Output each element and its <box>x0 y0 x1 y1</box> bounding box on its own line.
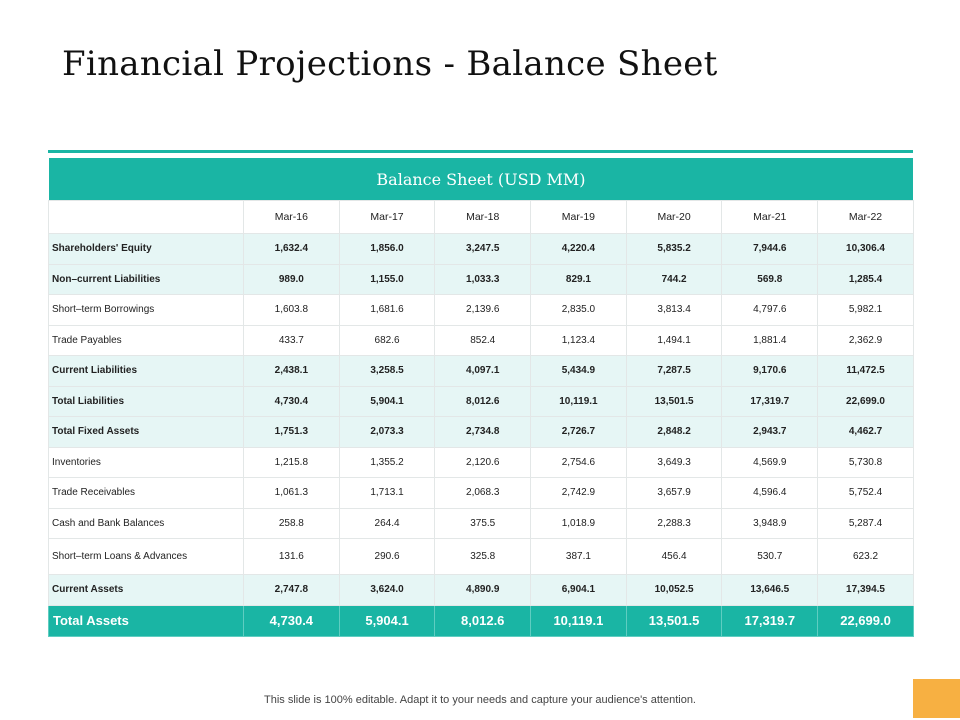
table-cell: 4,797.6 <box>722 295 818 326</box>
year-header: Mar-17 <box>339 201 435 234</box>
row-label: Total Assets <box>49 605 244 636</box>
table-cell: 22,699.0 <box>818 605 914 636</box>
table-cell: 11,472.5 <box>818 356 914 387</box>
row-label: Cash and Bank Balances <box>49 508 244 539</box>
table-row <box>49 264 914 295</box>
table-header: Balance Sheet (USD MM) <box>49 158 914 201</box>
table-cell: 2,848.2 <box>626 417 722 448</box>
table-cell: 17,319.7 <box>722 386 818 417</box>
table-cell: 4,097.1 <box>435 356 531 387</box>
table-cell: 1,681.6 <box>339 295 435 326</box>
table-cell: 623.2 <box>818 539 914 575</box>
row-label: Total Liabilities <box>49 386 244 417</box>
table-cell: 1,856.0 <box>339 234 435 265</box>
table-cell: 7,944.6 <box>722 234 818 265</box>
table-cell: 5,434.9 <box>531 356 627 387</box>
row-label: Trade Payables <box>49 325 244 356</box>
table-cell: 3,657.9 <box>626 478 722 509</box>
table-cell: 10,119.1 <box>531 386 627 417</box>
table-cell: 8,012.6 <box>435 386 531 417</box>
table-cell: 13,501.5 <box>626 386 722 417</box>
table-cell: 13,501.5 <box>626 605 722 636</box>
table-cell: 1,155.0 <box>339 264 435 295</box>
table-row <box>49 356 914 387</box>
table-cell: 3,247.5 <box>435 234 531 265</box>
table-cell: 10,306.4 <box>818 234 914 265</box>
table-cell: 8,012.6 <box>435 605 531 636</box>
table-row <box>49 386 914 417</box>
table-cell: 10,052.5 <box>626 575 722 606</box>
row-label: Inventories <box>49 447 244 478</box>
table-cell: 1,494.1 <box>626 325 722 356</box>
table-cell: 7,287.5 <box>626 356 722 387</box>
footer-note: This slide is 100% editable. Adapt it to your needs and capture your audience's attention. <box>264 694 696 706</box>
table-cell: 5,982.1 <box>818 295 914 326</box>
table-cell: 4,462.7 <box>818 417 914 448</box>
table-cell: 258.8 <box>244 508 340 539</box>
table-cell: 5,752.4 <box>818 478 914 509</box>
table-cell: 1,355.2 <box>339 447 435 478</box>
table-row <box>49 417 914 448</box>
table-cell: 10,119.1 <box>531 605 627 636</box>
table-cell: 13,646.5 <box>722 575 818 606</box>
row-label: Current Liabilities <box>49 356 244 387</box>
table-cell: 530.7 <box>722 539 818 575</box>
table-row <box>49 539 914 575</box>
table-cell: 2,073.3 <box>339 417 435 448</box>
table-cell: 829.1 <box>531 264 627 295</box>
table-cell: 325.8 <box>435 539 531 575</box>
table-cell: 3,948.9 <box>722 508 818 539</box>
balance-sheet-table-container <box>48 150 913 637</box>
table-cell: 17,319.7 <box>722 605 818 636</box>
row-label: Trade Receivables <box>49 478 244 509</box>
row-label: Total Fixed Assets <box>49 417 244 448</box>
table-cell: 569.8 <box>722 264 818 295</box>
table-cell: 1,061.3 <box>244 478 340 509</box>
total-assets-row <box>49 605 914 636</box>
table-row <box>49 234 914 265</box>
year-header: Mar-22 <box>818 201 914 234</box>
row-label: Non–current Liabilities <box>49 264 244 295</box>
table-cell: 3,813.4 <box>626 295 722 326</box>
year-header-row <box>49 201 914 234</box>
row-label: Shareholders' Equity <box>49 234 244 265</box>
table-cell: 3,624.0 <box>339 575 435 606</box>
table-cell: 1,881.4 <box>722 325 818 356</box>
row-label: Short–term Loans & Advances <box>49 539 244 575</box>
year-header: Mar-21 <box>722 201 818 234</box>
table-cell: 2,835.0 <box>531 295 627 326</box>
table-cell: 1,215.8 <box>244 447 340 478</box>
table-cell: 2,288.3 <box>626 508 722 539</box>
row-label: Current Assets <box>49 575 244 606</box>
table-cell: 2,139.6 <box>435 295 531 326</box>
row-label: Short–term Borrowings <box>49 295 244 326</box>
table-cell: 2,742.9 <box>531 478 627 509</box>
table-cell: 5,904.1 <box>339 386 435 417</box>
table-cell: 433.7 <box>244 325 340 356</box>
table-cell: 2,362.9 <box>818 325 914 356</box>
table-row <box>49 478 914 509</box>
table-cell: 989.0 <box>244 264 340 295</box>
table-row <box>49 295 914 326</box>
table-row <box>49 447 914 478</box>
table-cell: 2,726.7 <box>531 417 627 448</box>
table-top-rule <box>48 150 913 153</box>
table-cell: 1,751.3 <box>244 417 340 448</box>
balance-sheet-table <box>48 158 914 637</box>
table-cell: 1,033.3 <box>435 264 531 295</box>
table-cell: 1,603.8 <box>244 295 340 326</box>
table-cell: 2,120.6 <box>435 447 531 478</box>
table-cell: 1,018.9 <box>531 508 627 539</box>
table-cell: 2,438.1 <box>244 356 340 387</box>
table-cell: 744.2 <box>626 264 722 295</box>
table-cell: 456.4 <box>626 539 722 575</box>
table-cell: 387.1 <box>531 539 627 575</box>
table-cell: 4,596.4 <box>722 478 818 509</box>
table-cell: 2,754.6 <box>531 447 627 478</box>
table-cell: 131.6 <box>244 539 340 575</box>
table-cell: 4,890.9 <box>435 575 531 606</box>
corner-accent <box>913 679 960 718</box>
table-cell: 4,730.4 <box>244 386 340 417</box>
table-cell: 6,904.1 <box>531 575 627 606</box>
table-cell: 22,699.0 <box>818 386 914 417</box>
table-cell: 1,123.4 <box>531 325 627 356</box>
table-row <box>49 575 914 606</box>
table-cell: 3,258.5 <box>339 356 435 387</box>
table-cell: 1,713.1 <box>339 478 435 509</box>
table-cell: 682.6 <box>339 325 435 356</box>
table-cell: 375.5 <box>435 508 531 539</box>
table-cell: 4,730.4 <box>244 605 340 636</box>
table-cell: 264.4 <box>339 508 435 539</box>
table-cell: 9,170.6 <box>722 356 818 387</box>
table-cell: 4,569.9 <box>722 447 818 478</box>
table-cell: 5,904.1 <box>339 605 435 636</box>
table-cell: 5,730.8 <box>818 447 914 478</box>
year-header-empty <box>49 201 244 234</box>
table-cell: 2,734.8 <box>435 417 531 448</box>
year-header: Mar-20 <box>626 201 722 234</box>
table-cell: 4,220.4 <box>531 234 627 265</box>
table-row <box>49 508 914 539</box>
table-cell: 5,835.2 <box>626 234 722 265</box>
table-row <box>49 325 914 356</box>
table-cell: 2,943.7 <box>722 417 818 448</box>
table-cell: 290.6 <box>339 539 435 575</box>
year-header: Mar-16 <box>244 201 340 234</box>
table-cell: 852.4 <box>435 325 531 356</box>
table-cell: 17,394.5 <box>818 575 914 606</box>
year-header: Mar-19 <box>531 201 627 234</box>
year-header: Mar-18 <box>435 201 531 234</box>
table-cell: 5,287.4 <box>818 508 914 539</box>
table-cell: 3,649.3 <box>626 447 722 478</box>
table-cell: 2,068.3 <box>435 478 531 509</box>
table-cell: 1,632.4 <box>244 234 340 265</box>
page-title: Financial Projections - Balance Sheet <box>62 44 718 84</box>
table-cell: 1,285.4 <box>818 264 914 295</box>
table-cell: 2,747.8 <box>244 575 340 606</box>
